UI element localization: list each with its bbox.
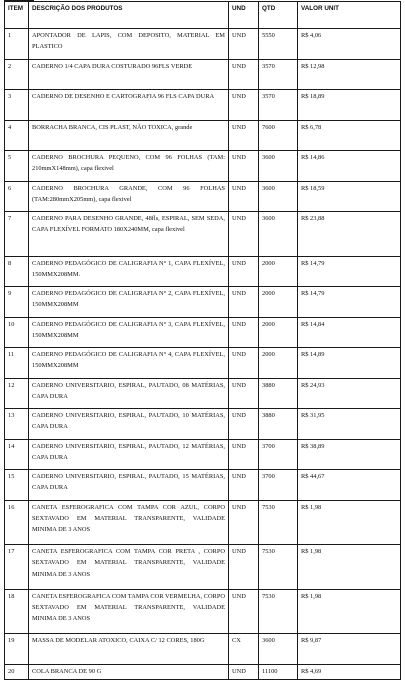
table-row [5, 59, 401, 90]
cell-descricao: CADERNO DE DESENHO E CARTOGRAFIA 96 FLS CAPA DURA [29, 90, 229, 121]
cell-descricao: CADERNO UNIVERSITARIO, ESPIRAL, PAUTADO, 10 MATÉRIAS, CAPA DURA [29, 409, 229, 440]
table-row [5, 589, 401, 634]
cell-qtd: 5550 [259, 29, 298, 60]
header-descricao: DESCRIÇÃO DOS PRODUTOS [29, 2, 229, 29]
cell-descricao: CADERNO UNIVERSITARIO, ESPIRAL, PAUTADO, 08 MATÉRIAS, CAPA DURA [29, 378, 229, 409]
cell-item: 11 [5, 348, 29, 379]
table-row [5, 500, 401, 545]
cell-item: 2 [5, 59, 29, 90]
cell-valor-unit: R$ 12,98 [298, 59, 401, 90]
cell-und: UND [229, 256, 259, 287]
cell-item: 7 [5, 212, 29, 257]
cell-valor-unit: R$ 31,95 [298, 409, 401, 440]
cell-item: 16 [5, 500, 29, 545]
cell-item: 13 [5, 409, 29, 440]
table-row [5, 439, 401, 470]
cell-und: UND [229, 120, 259, 151]
table-row [5, 120, 401, 151]
table-header-row [5, 2, 401, 29]
cell-item: 9 [5, 287, 29, 318]
cell-item: 18 [5, 589, 29, 634]
table-row [5, 287, 401, 318]
table-row [5, 317, 401, 348]
cell-und: UND [229, 59, 259, 90]
cell-descricao: CADERNO PEDAGÓGICO DE CALIGRAFIA N° 4, CAPA FLEXÍVEL, 150MMX208MM [29, 348, 229, 379]
table-row [5, 634, 401, 665]
cell-qtd: 7530 [259, 589, 298, 634]
cell-item: 8 [5, 256, 29, 287]
cell-item: 5 [5, 151, 29, 182]
table-body [5, 29, 401, 680]
cell-qtd: 2000 [259, 287, 298, 318]
cell-valor-unit: R$ 4,69 [298, 664, 401, 679]
table-row [5, 409, 401, 440]
table-row [5, 256, 401, 287]
cell-und: UND [229, 151, 259, 182]
cell-qtd: 3700 [259, 470, 298, 501]
cell-qtd: 11100 [259, 664, 298, 679]
cell-valor-unit: R$ 4,06 [298, 29, 401, 60]
cell-valor-unit: R$ 38,89 [298, 439, 401, 470]
cell-item: 20 [5, 664, 29, 679]
header-und: UND [229, 2, 259, 29]
cell-valor-unit: R$ 23,88 [298, 212, 401, 257]
cell-item: 12 [5, 378, 29, 409]
cell-qtd: 2000 [259, 348, 298, 379]
cell-descricao: CADERNO BROCHURA GRANDE, COM 96 FOLHAS (TAM:280mmX205mm), capa flexivel [29, 181, 229, 212]
table-row [5, 378, 401, 409]
cell-item: 4 [5, 120, 29, 151]
cell-valor-unit: R$ 14,79 [298, 256, 401, 287]
cell-und: UND [229, 545, 259, 590]
table-row [5, 90, 401, 121]
cell-und: UND [229, 500, 259, 545]
cell-und: UND [229, 287, 259, 318]
cell-qtd: 2000 [259, 317, 298, 348]
cell-valor-unit: R$ 18,59 [298, 181, 401, 212]
cell-valor-unit: R$ 1,98 [298, 545, 401, 590]
table-row [5, 151, 401, 182]
cell-qtd: 7530 [259, 545, 298, 590]
cell-valor-unit: R$ 14,84 [298, 317, 401, 348]
cell-descricao: CADERNO BROCHURA PEQUENO, COM 96 FOLHAS (TAM: 210mmX148mm), capa flexivel [29, 151, 229, 182]
cell-valor-unit: R$ 1,98 [298, 500, 401, 545]
cell-item: 10 [5, 317, 29, 348]
table-row [5, 545, 401, 590]
products-table [4, 1, 401, 680]
cell-descricao: APONTADOR DE LAPIS, COM DEPOSITO, MATERIAL EM PLASTICO [29, 29, 229, 60]
cell-qtd: 7600 [259, 120, 298, 151]
cell-valor-unit: R$ 6,78 [298, 120, 401, 151]
table-row [5, 470, 401, 501]
table-row [5, 664, 401, 679]
cell-qtd: 3600 [259, 181, 298, 212]
cell-descricao: CANETA ESFEROGRAFICA COM TAMPA COR PRETA , CORPO SEXTAVADO EM MATERIAL TRANSPARENTE, VALIDADE MINIMA DE 3 ANOS [29, 545, 229, 590]
cell-qtd: 3700 [259, 439, 298, 470]
table-row [5, 348, 401, 379]
cell-descricao: CADERNO UNIVERSITARIO, ESPIRAL, PAUTADO, 15 MATÉRIAS, CAPA DURA [29, 470, 229, 501]
cell-descricao: COLA BRANCA DE 90 G [29, 664, 229, 679]
cell-und: UND [229, 439, 259, 470]
cell-item: 14 [5, 439, 29, 470]
cell-und: UND [229, 181, 259, 212]
cell-und: UND [229, 664, 259, 679]
cell-und: UND [229, 29, 259, 60]
cell-valor-unit: R$ 44,67 [298, 470, 401, 501]
cell-und: UND [229, 348, 259, 379]
cell-qtd: 3880 [259, 378, 298, 409]
cell-item: 1 [5, 29, 29, 60]
cell-item: 3 [5, 90, 29, 121]
cell-descricao: MASSA DE MODELAR ATOXICO, CAIXA C/ 12 CORES, 180G [29, 634, 229, 665]
cell-qtd: 3570 [259, 90, 298, 121]
table-row [5, 29, 401, 60]
cell-descricao: CANETA ESFEROGRAFICA COM TAMPA COR AZUL, CORPO SEXTAVADO EM MATERIAL TRANSPARENTE, VALIDADE MINIMA DE 3 ANOS [29, 500, 229, 545]
cell-valor-unit: R$ 24,93 [298, 378, 401, 409]
cell-item: 19 [5, 634, 29, 665]
cell-descricao: CANETA ESFEROGRAFICA COM TAMPA COR VERMELHA, CORPO SEXTAVADO EM MATERIAL TRANSPARENTE, VALIDADE MINIMA DE 3 ANOS [29, 589, 229, 634]
cell-descricao: CADERNO PEDAGÓGICO DE CALIGRAFIA N° 3, CAPA FLEXÍVEL, 150MMX208MM [29, 317, 229, 348]
cell-valor-unit: R$ 1,98 [298, 589, 401, 634]
header-qtd: QTD [259, 2, 298, 29]
cell-valor-unit: R$ 14,86 [298, 151, 401, 182]
cell-valor-unit: R$ 18,89 [298, 90, 401, 121]
cell-qtd: 3600 [259, 212, 298, 257]
cell-item: 6 [5, 181, 29, 212]
cell-und: UND [229, 589, 259, 634]
cell-und: UND [229, 409, 259, 440]
cell-valor-unit: R$ 9,87 [298, 634, 401, 665]
table-row [5, 212, 401, 257]
cell-und: UND [229, 317, 259, 348]
cell-und: UND [229, 470, 259, 501]
cell-valor-unit: R$ 14,79 [298, 287, 401, 318]
header-item: ITEM [5, 2, 29, 29]
cell-qtd: 3570 [259, 59, 298, 90]
cell-descricao: CADERNO UNIVERSITARIO, ESPIRAL, PAUTADO, 12 MATÉRIAS, CAPA DURA [29, 439, 229, 470]
cell-und: UND [229, 212, 259, 257]
products-sheet [4, 1, 400, 680]
cell-descricao: BORRACHA BRANCA, CIS PLAST, NÃO TOXICA, grande [29, 120, 229, 151]
cell-und: UND [229, 378, 259, 409]
cell-descricao: CADERNO PEDAGÓGICO DE CALIGRAFIA N° 2, CAPA FLEXÍVEL, 150MMX208MM [29, 287, 229, 318]
cell-item: 15 [5, 470, 29, 501]
cell-descricao: CADERNO 1/4 CAPA DURA COSTURADO 96FLS VERDE [29, 59, 229, 90]
cell-descricao: CADERNO PARA DESENHO GRANDE, 48fls, ESPIRAL, SEM SEDA, CAPA FLEXÍVEL FORMATO 180X240MM, capa flexivel [29, 212, 229, 257]
cell-qtd: 3880 [259, 409, 298, 440]
cell-qtd: 3600 [259, 634, 298, 665]
cell-qtd: 7530 [259, 500, 298, 545]
header-valor-unit: VALOR UNIT [298, 2, 401, 29]
cell-qtd: 2000 [259, 256, 298, 287]
cell-item: 17 [5, 545, 29, 590]
cell-qtd: 3600 [259, 151, 298, 182]
cell-und: CX [229, 634, 259, 665]
table-row [5, 181, 401, 212]
cell-und: UND [229, 90, 259, 121]
cell-valor-unit: R$ 14,89 [298, 348, 401, 379]
cell-descricao: CADERNO PEDAGÓGICO DE CALIGRAFIA N° 1, CAPA FLEXÍVEL, 150MMX208MM. [29, 256, 229, 287]
